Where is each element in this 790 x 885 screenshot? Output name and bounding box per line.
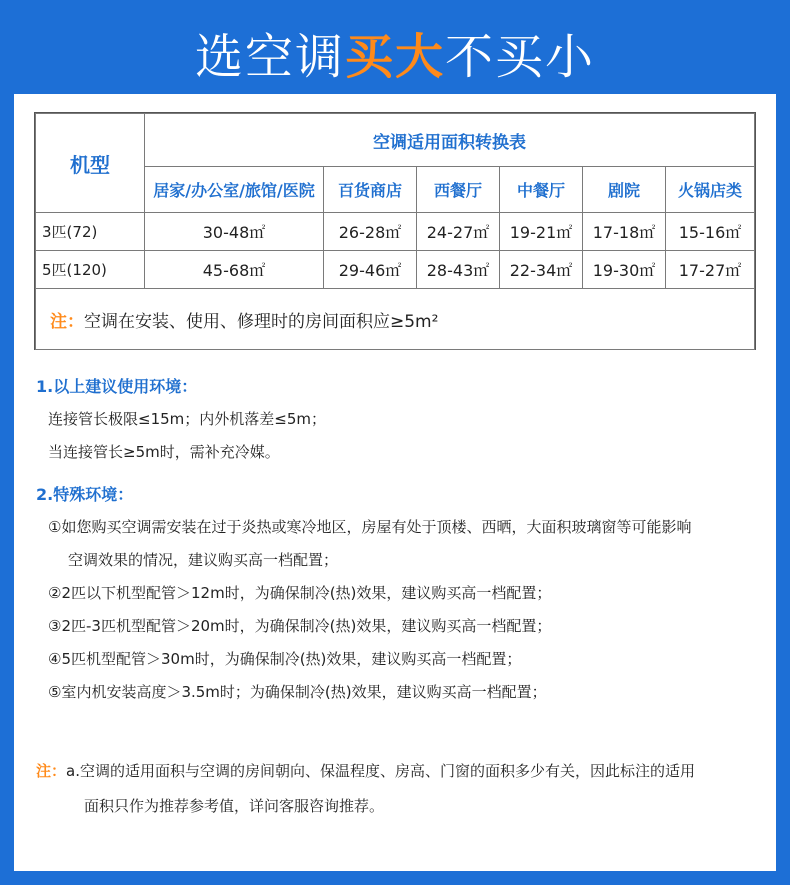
table-note-row bbox=[36, 289, 755, 350]
title-highlight: 买大 bbox=[344, 29, 445, 85]
final-note-line1: a.空调的适用面积与空调的房间朝向、保温程度、房高、门窗的面积多少有关，因此标注的适用 bbox=[66, 762, 695, 780]
table-cell: 30-48㎡ bbox=[145, 213, 324, 251]
section-special bbox=[36, 478, 766, 709]
note-label: 注： bbox=[50, 311, 84, 332]
table-cell: 26-28㎡ bbox=[324, 213, 417, 251]
table-cell: 28-43㎡ bbox=[417, 251, 500, 289]
section2-item-cont: 空调效果的情况，建议购买高一档配置； bbox=[68, 551, 339, 569]
title-part1: 选空调 bbox=[194, 29, 345, 85]
section2-item: ①如您购买空调需安装在过于炎热或寒冷地区，房屋有处于顶楼、西晒，大面积玻璃窗等可能影响 bbox=[48, 518, 692, 536]
machine-header: 机型 bbox=[36, 114, 145, 213]
table-cell: 17-27㎡ bbox=[666, 251, 755, 289]
table-cell: 24-27㎡ bbox=[417, 213, 500, 251]
table-cell: 17-18㎡ bbox=[583, 213, 666, 251]
col-header: 西餐厅 bbox=[417, 167, 500, 213]
content-panel bbox=[14, 94, 776, 871]
page-title bbox=[195, 18, 595, 87]
table-main-header: 空调适用面积转换表 bbox=[145, 114, 755, 167]
section2-item: ⑤室内机安装高度＞3.5m时；为确保制冷(热)效果，建议购买高一档配置； bbox=[48, 683, 547, 701]
final-note-label: 注： bbox=[36, 762, 67, 780]
table-cell: 45-68㎡ bbox=[145, 251, 324, 289]
table-row bbox=[36, 213, 755, 251]
final-note bbox=[36, 754, 766, 824]
model-cell: 3匹(72) bbox=[36, 213, 145, 251]
col-header: 剧院 bbox=[583, 167, 666, 213]
table-cell: 19-21㎡ bbox=[500, 213, 583, 251]
title-part3: 不买小 bbox=[445, 29, 596, 85]
title-bar bbox=[0, 0, 790, 100]
section1-line: 当连接管长≥5m时，需补充冷媒。 bbox=[48, 443, 280, 461]
final-note-line2: 面积只作为推荐参考值，详问客服咨询推荐。 bbox=[84, 797, 385, 815]
table-cell: 29-46㎡ bbox=[324, 251, 417, 289]
note-text: 空调在安装、使用、修理时的房间面积应≥5m² bbox=[84, 311, 439, 332]
col-header: 百货商店 bbox=[324, 167, 417, 213]
table-cell: 19-30㎡ bbox=[583, 251, 666, 289]
area-conversion-table bbox=[34, 112, 756, 350]
section2-item: ②2匹以下机型配管＞12m时，为确保制冷(热)效果，建议购买高一档配置； bbox=[48, 584, 552, 602]
section2-item: ③2匹-3匹机型配管＞20m时，为确保制冷(热)效果，建议购买高一档配置； bbox=[48, 617, 552, 635]
col-header: 火锅店类 bbox=[666, 167, 755, 213]
col-header: 居家/办公室/旅馆/医院 bbox=[145, 167, 324, 213]
section1-line: 连接管长极限≤15m；内外机落差≤5m； bbox=[48, 410, 326, 428]
model-cell: 5匹(120) bbox=[36, 251, 145, 289]
table-cell: 22-34㎡ bbox=[500, 251, 583, 289]
section2-item: ④5匹机型配管＞30m时，为确保制冷(热)效果，建议购买高一档配置； bbox=[48, 650, 522, 668]
table-cell: 15-16㎡ bbox=[666, 213, 755, 251]
table-note bbox=[36, 289, 755, 350]
section-environment bbox=[36, 370, 326, 469]
col-header: 中餐厅 bbox=[500, 167, 583, 213]
section2-title: 2.特殊环境： bbox=[36, 485, 134, 504]
section1-title: 1.以上建议使用环境： bbox=[36, 377, 198, 396]
table-row bbox=[36, 251, 755, 289]
